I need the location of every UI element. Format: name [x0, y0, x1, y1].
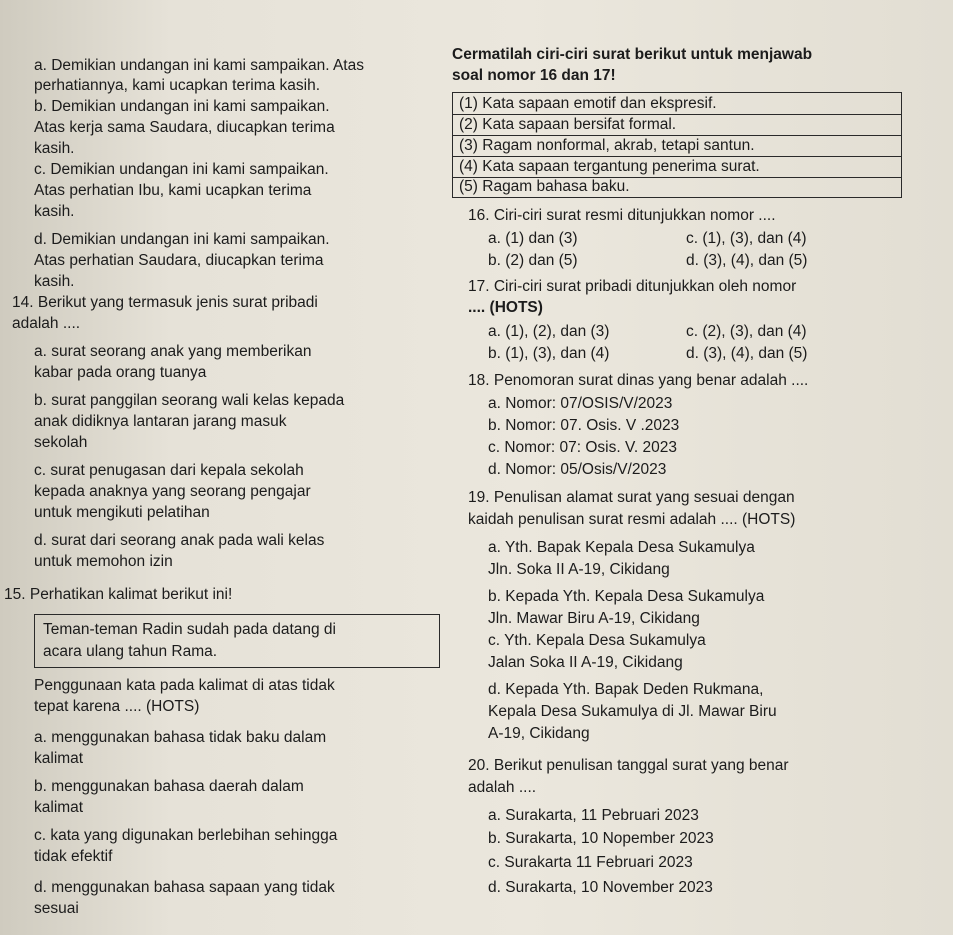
criteria-item-2: (2) Kata sapaan bersifat formal.	[459, 116, 677, 133]
q13-option-d-line3: kasih.	[34, 273, 75, 290]
q16-option-c: c. (1), (3), dan (4)	[686, 230, 807, 247]
q14-option-c-line2: kepada anaknya yang seorang pengajar	[34, 483, 311, 500]
q17-option-d: d. (3), (4), dan (5)	[686, 345, 808, 362]
q15-option-d-line2: sesuai	[34, 900, 79, 917]
q18-option-a: a. Nomor: 07/OSIS/V/2023	[488, 395, 673, 412]
q15-option-b-line1: b. menggunakan bahasa daerah dalam	[34, 778, 304, 795]
q19-option-d-line3: A-19, Cikidang	[488, 725, 590, 742]
q18-option-c: c. Nomor: 07: Osis. V. 2023	[488, 439, 677, 456]
q15-box-line2: acara ulang tahun Rama.	[43, 643, 218, 660]
q14-option-a-line1: a. surat seorang anak yang memberikan	[34, 343, 312, 360]
q19-option-c-line2: Jalan Soka II A-19, Cikidang	[488, 654, 683, 671]
q14-stem-line1: 14. Berikut yang termasuk jenis surat pribadi	[12, 294, 318, 311]
q19-stem-line2: kaidah penulisan surat resmi adalah .... (HOTS)	[468, 511, 796, 528]
q13-option-c-line2: Atas perhatian Ibu, kami ucapkan terima	[34, 182, 312, 199]
q20-stem-line1: 20. Berikut penulisan tanggal surat yang benar	[468, 757, 789, 774]
q18-option-d: d. Nomor: 05/Osis/V/2023	[488, 461, 667, 478]
q17-option-c: c. (2), (3), dan (4)	[686, 323, 807, 340]
q15-option-c-line1: c. kata yang digunakan berlebihan sehingga	[34, 827, 338, 844]
q13-option-c-line3: kasih.	[34, 203, 75, 220]
q19-option-a-line1: a. Yth. Bapak Kepala Desa Sukamulya	[488, 539, 755, 556]
q19-option-d-line1: d. Kepada Yth. Bapak Deden Rukmana,	[488, 681, 764, 698]
q17-stem-line1: 17. Ciri-ciri surat pribadi ditunjukkan oleh nomor	[468, 278, 797, 295]
q15-option-a-line2: kalimat	[34, 750, 84, 767]
q16-option-d: d. (3), (4), dan (5)	[686, 252, 808, 269]
q18-stem: 18. Penomoran surat dinas yang benar adalah ....	[468, 372, 809, 389]
q14-option-a-line2: kabar pada orang tuanya	[34, 364, 207, 381]
q13-option-a-line1: a. Demikian undangan ini kami sampaikan. Atas	[34, 57, 364, 74]
q15-stem: 15. Perhatikan kalimat berikut ini!	[4, 586, 233, 603]
q13-option-b-line1: b. Demikian undangan ini kami sampaikan.	[34, 98, 330, 115]
q19-option-d-line2: Kepala Desa Sukamulya di Jl. Mawar Biru	[488, 703, 777, 720]
q13-option-c-line1: c. Demikian undangan ini kami sampaikan.	[34, 161, 329, 178]
q17-stem-line2: .... (HOTS)	[468, 299, 543, 316]
q14-option-c-line1: c. surat penugasan dari kepala sekolah	[34, 462, 304, 479]
q20-option-c: c. Surakarta 11 Februari 2023	[488, 854, 693, 871]
q19-option-b-line2: Jln. Mawar Biru A-19, Cikidang	[488, 610, 700, 627]
q16-option-a: a. (1) dan (3)	[488, 230, 578, 247]
q13-option-b-line2: Atas kerja sama Saudara, diucapkan terima	[34, 119, 335, 136]
q15-option-c-line2: tidak efektif	[34, 848, 113, 865]
q13-option-a-line2: perhatiannya, kami ucapkan terima kasih.	[34, 77, 321, 94]
q14-option-c-line3: untuk mengikuti pelatihan	[34, 504, 210, 521]
q14-option-d-line1: d. surat dari seorang anak pada wali kelas	[34, 532, 325, 549]
q14-option-d-line2: untuk memohon izin	[34, 553, 173, 570]
criteria-item-3: (3) Ragam nonformal, akrab, tetapi santun.	[459, 137, 755, 154]
q17-option-b: b. (1), (3), dan (4)	[488, 345, 610, 362]
q16-stem: 16. Ciri-ciri surat resmi ditunjukkan nomor ....	[468, 207, 776, 224]
q13-option-d-line1: d. Demikian undangan ini kami sampaikan.	[34, 231, 330, 248]
q17-option-a: a. (1), (2), dan (3)	[488, 323, 610, 340]
q14-option-b-line1: b. surat panggilan seorang wali kelas kepada	[34, 392, 345, 409]
q15-sentence-box	[34, 614, 440, 668]
q14-option-b-line3: sekolah	[34, 434, 88, 451]
q19-option-c-line1: c. Yth. Kepala Desa Sukamulya	[488, 632, 706, 649]
q15-question-line1: Penggunaan kata pada kalimat di atas tidak	[34, 677, 335, 694]
q15-box-line1: Teman-teman Radin sudah pada datang di	[43, 621, 336, 638]
q18-option-b: b. Nomor: 07. Osis. V .2023	[488, 417, 680, 434]
q20-option-b: b. Surakarta, 10 Nopember 2023	[488, 830, 714, 847]
instruction-line2: soal nomor 16 dan 17!	[452, 67, 616, 84]
q14-stem-line2: adalah ....	[12, 315, 81, 332]
q20-option-d: d. Surakarta, 10 November 2023	[488, 879, 713, 896]
q14-option-b-line2: anak didiknya lantaran jarang masuk	[34, 413, 287, 430]
criteria-item-1: (1) Kata sapaan emotif dan ekspresif.	[459, 95, 717, 112]
criteria-table	[452, 92, 902, 198]
q16-option-b: b. (2) dan (5)	[488, 252, 578, 269]
q20-stem-line2: adalah ....	[468, 779, 537, 796]
criteria-item-5: (5) Ragam bahasa baku.	[459, 178, 630, 195]
q19-option-a-line2: Jln. Soka II A-19, Cikidang	[488, 561, 670, 578]
q20-option-a: a. Surakarta, 11 Pebruari 2023	[488, 807, 699, 824]
q19-option-b-line1: b. Kepada Yth. Kepala Desa Sukamulya	[488, 588, 765, 605]
q15-option-b-line2: kalimat	[34, 799, 84, 816]
q15-option-a-line1: a. menggunakan bahasa tidak baku dalam	[34, 729, 327, 746]
q13-option-b-line3: kasih.	[34, 140, 75, 157]
q15-option-d-line1: d. menggunakan bahasa sapaan yang tidak	[34, 879, 335, 896]
criteria-item-4: (4) Kata sapaan tergantung penerima surat.	[459, 158, 760, 175]
instruction-line1: Cermatilah ciri-ciri surat berikut untuk menjawab	[452, 46, 813, 63]
q13-option-d-line2: Atas perhatian Saudara, diucapkan terima	[34, 252, 324, 269]
q19-stem-line1: 19. Penulisan alamat surat yang sesuai dengan	[468, 489, 795, 506]
q15-question-line2: tepat karena .... (HOTS)	[34, 698, 200, 715]
